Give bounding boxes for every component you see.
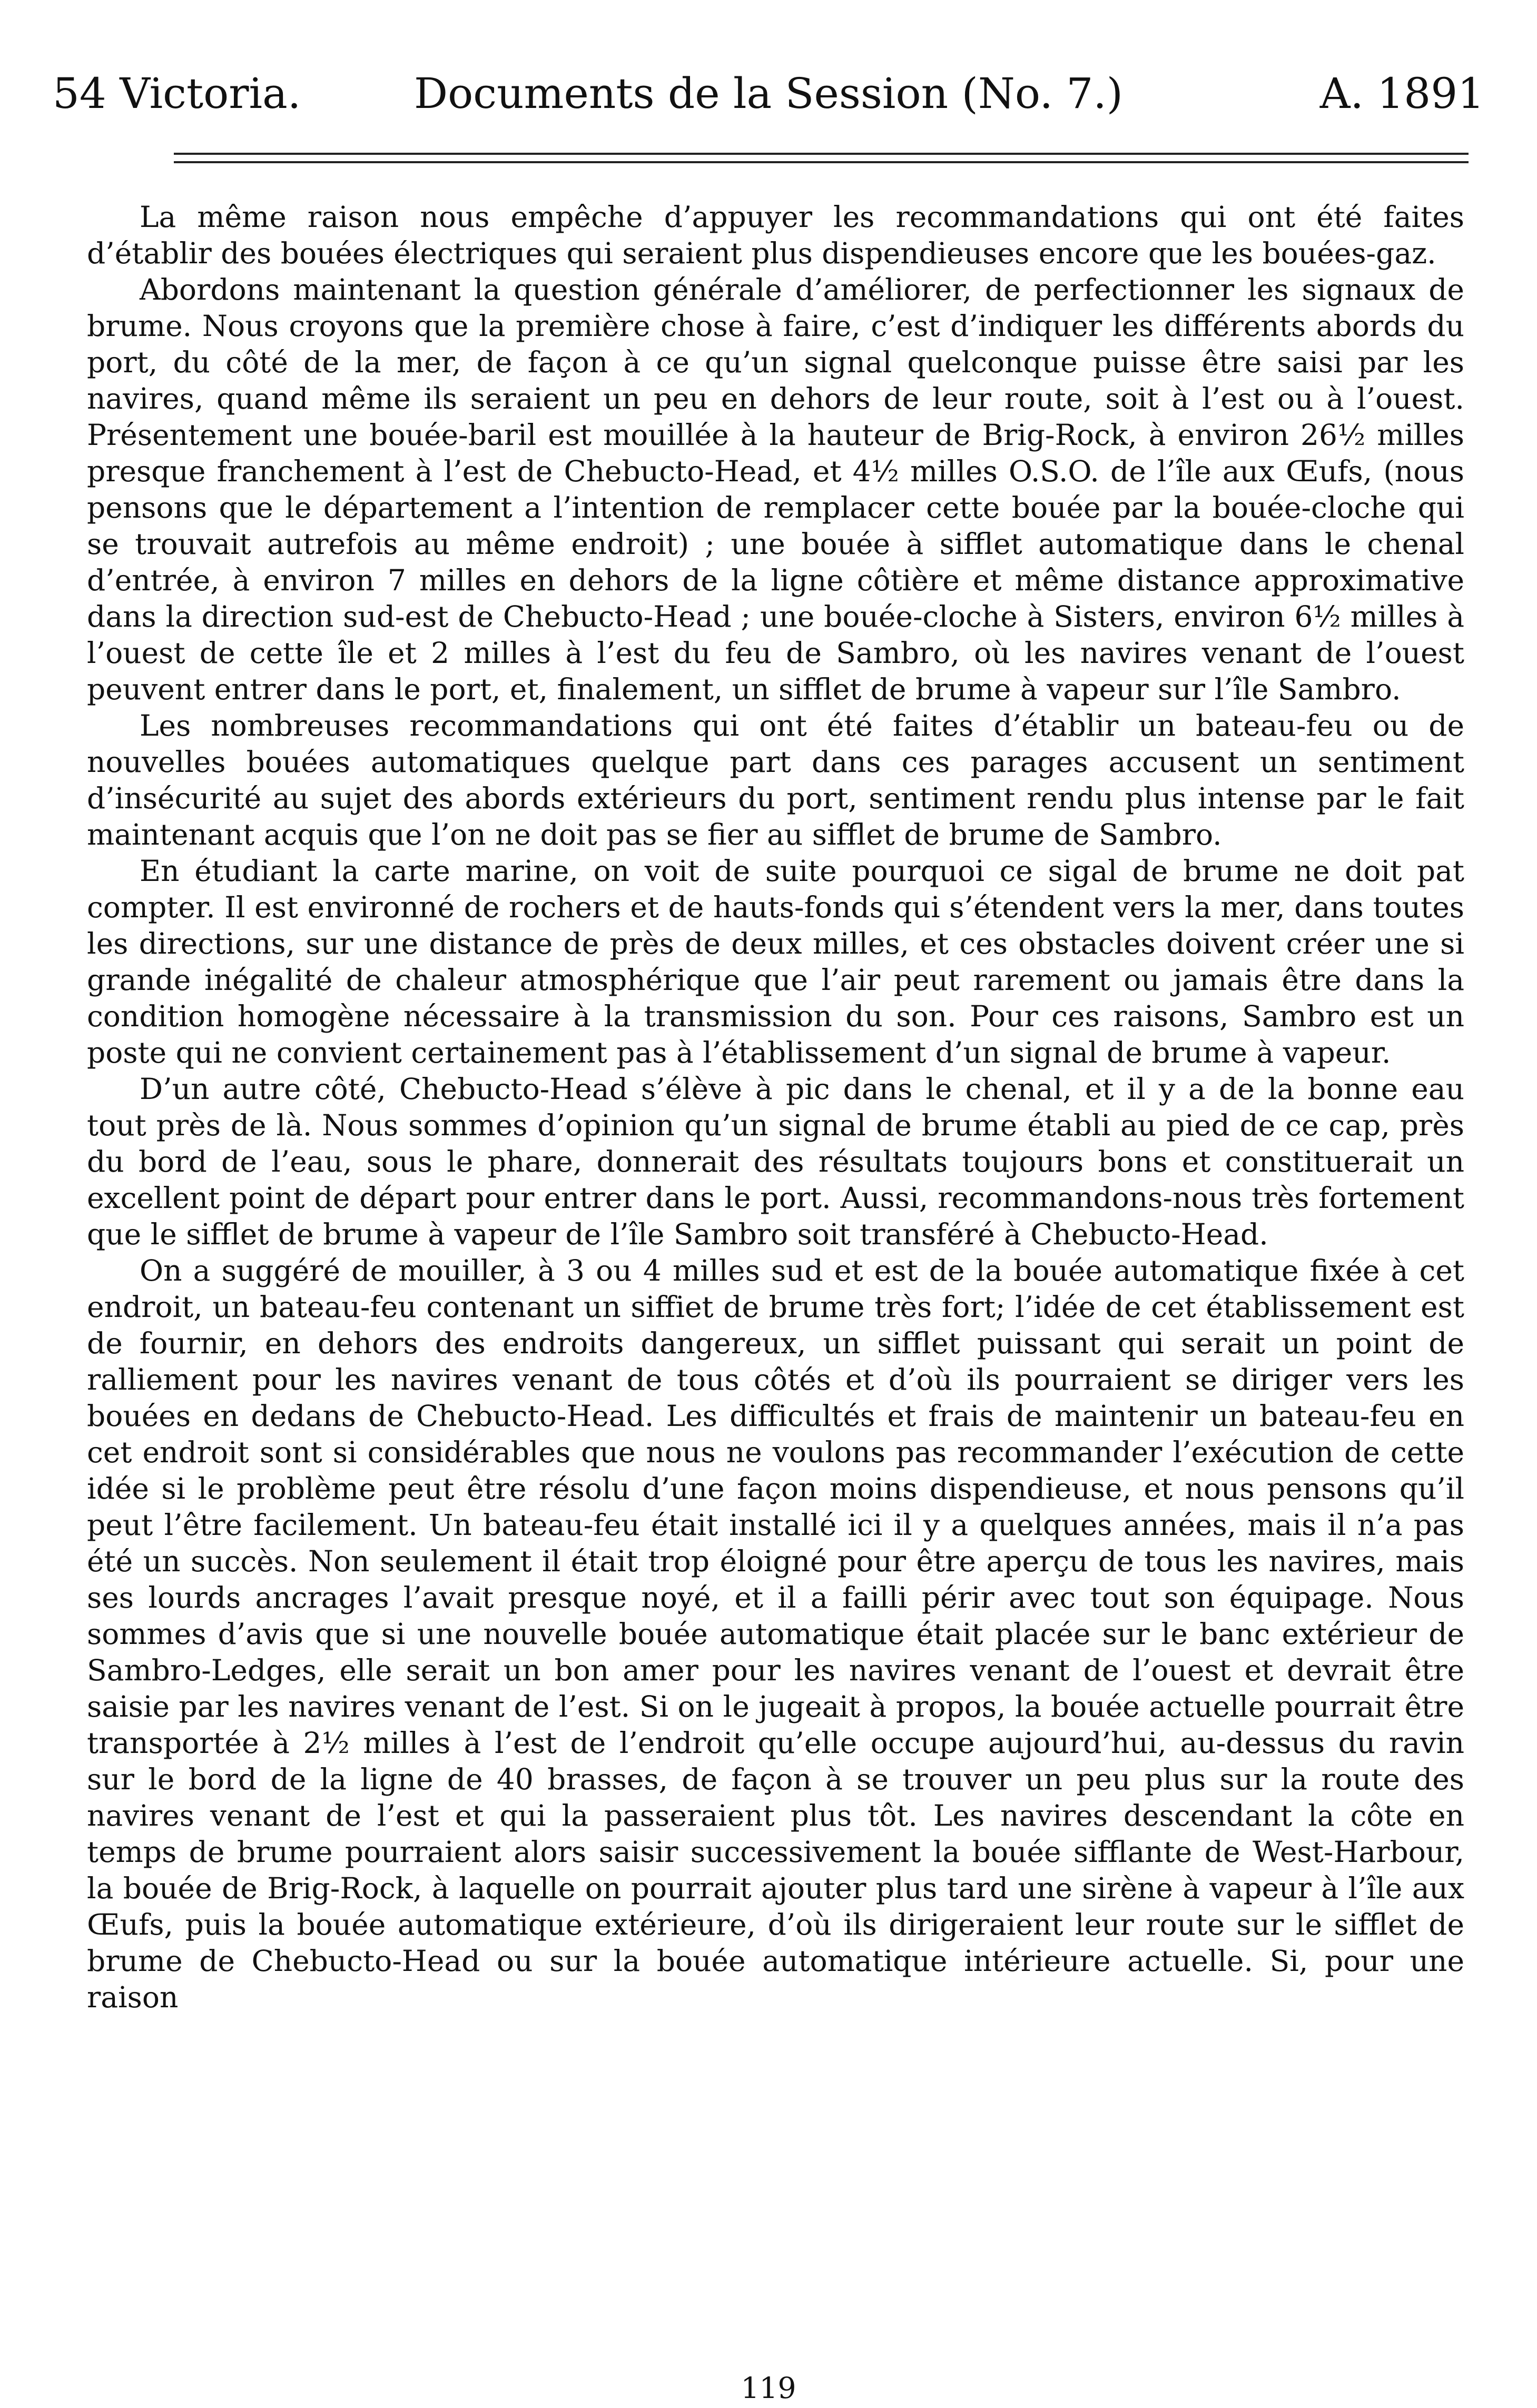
header-year: A. 1891: [1319, 69, 1484, 118]
page-number: 119: [741, 2371, 796, 2405]
paragraph: La même raison nous empêche d’appuyer les recommandations qui ont été faites d’établir des bouées électriques qui seraient plus dispendieuses encore que les bouées-gaz.: [87, 200, 1464, 270]
header-regnal-year: 54 Victoria.: [53, 69, 301, 118]
paragraph: En étudiant la carte marine, on voit de suite pourquoi ce sigal de brume ne doit pat compter. Il est environné de rochers et de hauts-fonds qui s’étendent vers la mer, dans toutes les directions, sur une distance de près de deux milles, et ces obstacles doivent créer une si grande inégalité de chaleur atmosphérique que l’air peut rarement ou jamais être dans la condition homogène nécessaire à la transmission du son. Pour ces raisons, Sambro est un poste qui ne convient certainement pas à l’établissement d’un signal de brume à vapeur.: [87, 854, 1464, 1069]
paragraph: D’un autre côté, Chebucto-Head s’élève à pic dans le chenal, et il y a de la bonne eau tout près de là. Nous sommes d’opinion qu’un signal de brume établi au pied de ce cap, près du bord de l’eau, sous le phare, donnerait des résultats toujours bons et constituerait un excellent point de départ pour entrer dans le port. Aussi, recommandons-nous très fortement que le sifflet de brume à vapeur de l’île Sambro soit transféré à Chebucto-Head.: [87, 1072, 1464, 1251]
body-text: [87, 199, 1464, 2016]
header-rule-top: [174, 153, 1469, 155]
header-title: Documents de la Session (No. 7.): [413, 69, 1123, 118]
paragraph: Abordons maintenant la question générale d’améliorer, de perfectionner les signaux de brume. Nous croyons que la première chose à faire, c’est d’indiquer les différents abords du port, du côté de la mer, de façon à ce qu’un signal quelconque puisse être saisi par les navires, quand même ils seraient un peu en dehors de leur route, soit à l’est ou à l’ouest. Présentement une bouée-baril est mouillée à la hauteur de Brig-Rock, à environ 26½ milles presque franchement à l’est de Chebucto-Head, et 4½ milles O.S.O. de l’île aux Œufs, (nous pensons que le département a l’intention de remplacer cette bouée par la bouée-cloche qui se trouvait autrefois au même endroit) ; une bouée à sifflet automatique dans le chenal d’entrée, à environ 7 milles en dehors de la ligne côtière et même distance approximative dans la direction sud-est de Chebucto-Head ; une bouée-cloche à Sisters, environ 6½ milles à l’ouest de cette île et 2 milles à l’est du feu de Sambro, où les navires venant de l’ouest peuvent entrer dans le port, et, finalement, un sifflet de brume à vapeur sur l’île Sambro.: [87, 273, 1464, 706]
paragraph: Les nombreuses recommandations qui ont été faites d’établir un bateau-feu ou de nouvelles bouées automatiques quelque part dans ces parages accusent un sentiment d’insécurité au sujet des abords extérieurs du port, sentiment rendu plus intense par le fait maintenant acquis que l’on ne doit pas se fier au sifflet de brume de Sambro.: [87, 709, 1464, 851]
header-rule-bottom: [174, 161, 1469, 163]
running-header: [53, 67, 1484, 120]
paragraph: On a suggéré de mouiller, à 3 ou 4 milles sud et est de la bouée automatique fixée à cet endroit, un bateau-feu contenant un siffiet de brume très fort; l’idée de cet établissement est de fournir, en dehors des endroits dangereux, un sifflet puissant qui serait un point de ralliement pour les navires venant de tous côtés et d’où ils pourraient se diriger vers les bouées en dedans de Chebucto-Head. Les difficultés et frais de maintenir un bateau-feu en cet endroit sont si considérables que nous ne voulons pas recommander l’exécution de cette idée si le problème peut être résolu d’une façon moins dispendieuse, et nous pensons qu’il peut l’être facilement. Un bateau-feu était installé ici il y a quelques années, mais il n’a pas été un succès. Non seulement il était trop éloigné pour être aperçu de tous les navires, mais ses lourds ancrages l’avait presque noyé, et il a failli périr avec tout son équipage. Nous sommes d’avis que si une nouvelle bouée automatique était placée sur le banc extérieur de Sambro-Ledges, elle serait un bon amer pour les navires venant de l’ouest et devrait être saisie par les navires venant de l’est. Si on le jugeait à propos, la bouée actuelle pourrait être transportée à 2½ milles à l’est de l’endroit qu’elle occupe aujourd’hui, au-dessus du ravin sur le bord de la ligne de 40 brasses, de façon à se trouver un peu plus sur la route des navires venant de l’est et qui la passeraient plus tôt. Les navires descendant la côte en temps de brume pourraient alors saisir successivement la bouée sifflante de West-Harbour, la bouée de Brig-Rock, à laquelle on pourrait ajouter plus tard une sirène à vapeur à l’île aux Œufs, puis la bouée automatique extérieure, d’où ils dirigeraient leur route sur le sifflet de brume de Chebucto-Head ou sur la bouée automatique intérieure actuelle. Si, pour une raison: [87, 1254, 1464, 2014]
